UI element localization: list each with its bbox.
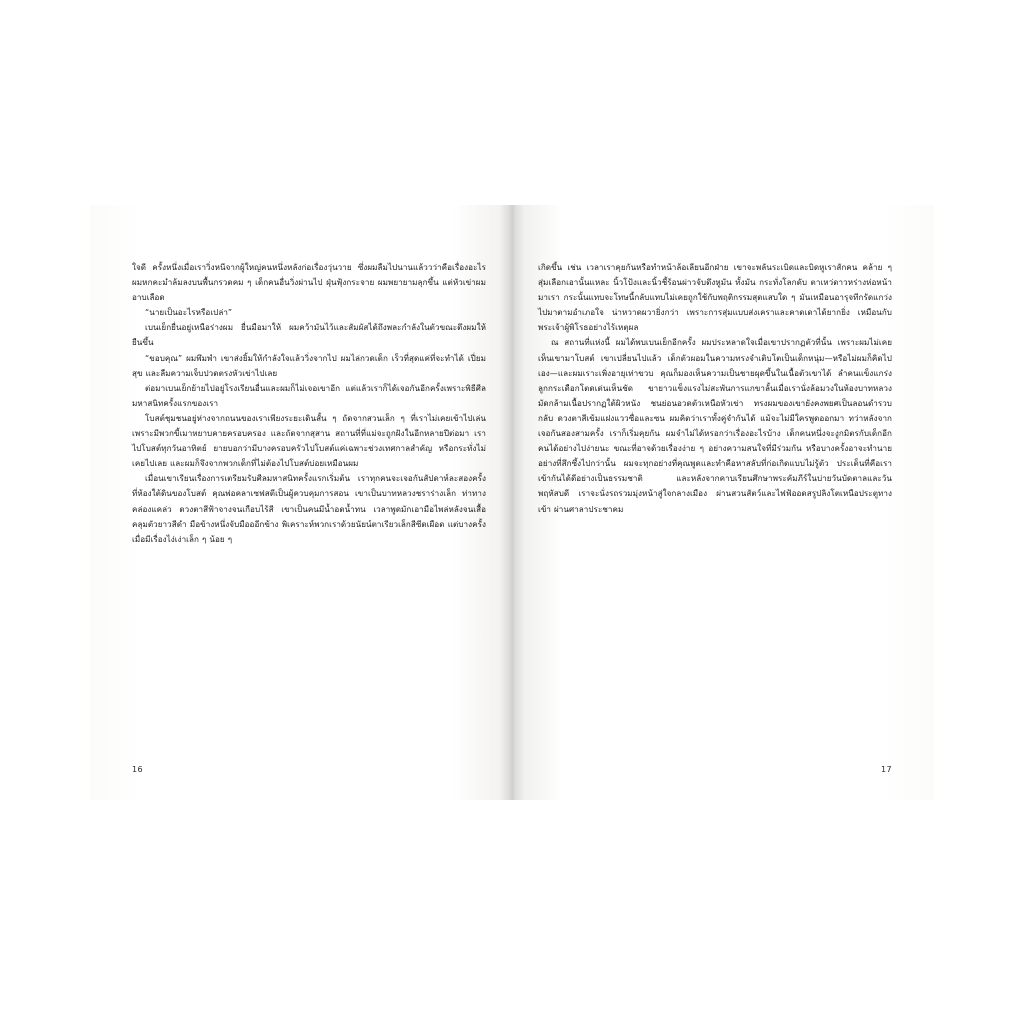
open-book — [90, 205, 934, 800]
page-number-right: 17 — [881, 765, 892, 774]
left-page — [90, 205, 512, 800]
paragraph: เมื่อนเขาเรียนเรื่องการเตรียมรับศีลมหาสนิทครั้งแรกเริ่มต้น เราทุกคนจะเจอกันสัปดาห์ละสองครั้งที่ห้องใต้ดินของโบสต์ คุณพ่อคลาเซฟสตีเป็นผู้ควบคุมการสอน เขาเป็นบาทหลวงชราร่างเล็ก ท่าทางคล่องแคล่ว ดวงตาสีฟ้าจางจนเกือบไร้สี เขาเป็นคนมีน้ำอดน้ำทน เวลาพูดมักเอามือไพล่หลังจนเสื้อคลุมตัวยาวสีดำ มือข้างหนึ่งจับมือออีกข้าง พิเคราะห์พวกเราด้วยนัยน์ตาเรียวเล็กสีซีดเผือด แต่บางครั้ง เมื่อมีเรื่องไง่เง่าเล็ก ๆ น้อย ๆ — [132, 473, 486, 544]
right-page-text — [538, 260, 892, 517]
right-page — [512, 205, 934, 800]
paragraph: ต่อมาเบนเย็กย้ายไปอยู่โรงเรียนอื่นและผมก็ไม่เจอเขาอีก แต่แล้วเราก็ได้เจอกันอีกครั้งเพราะพิธีศีลมหาสนิทครั้งแรกของเรา — [132, 382, 486, 408]
paragraph: ณ สถานที่แห่งนี้ ผมได้พบเบนเย็กอีกครั้ง ผมประหลาดใจเมื่อเขาปรากฏตัวที่นั้น เพราะผมไม่เคยเห็นเขามาโบสต์ เขาเปลี่ยนไปแล้ว เด็กตัวผอมในความทรงจำเติบโตเป็นเด็กหนุ่ม—หรือไม่ผมก็คิดไปเอง—และผมเราะเพิ่งอายุเท่าขวบ คุณก็มองเห็นความเป็นชายผุดขึ้นในเนื้อตัวเขาได้ ลำคนแข็งแกร่ง ลูกกระเดือกโตดเด่นเห็นชัด ขายาวแข็งแรงไม่สะพันการแกขาลั้นเมื่อเรานั่งล้อมวงในห้องบาทหลวง มัดกล้ามเนื้อปรากฏใต้ผิวหนัง ชนย่อนอวดตัวเหนือหัวเข่า ทรงผมของเขายังคงพยศเป็นลอนดำรวบกลับ ดวงตาสีเข้มแฝงแววซื่อและซน ผมคิดว่าเราทั้งคู่จำกันได้ แม้จะไม่มีใครพูดออกมา ทว่าหลังจากเจอกันสองสามครั้ง เราก็เริ่มคุยกัน ผมจำไม่ได้หรอกว่าเรื่องอะไรบ้าง เด็กคนหนึ่งจะงูกมิตรกับเด็กอีกคนได้อย่างไปง่ายนะ ขณะที่อาจด้วยเรื่องง่าย ๆ อย่างความสนใจที่มีร่วมกัน หรือบางครั้งอาจะทำนายอย่างที่สึกซึ้งไปกว่านั้น ผมจะทุกอย่างที่คุณพูดและทำคือหาสลับที่ก่อเกิดแบบไม่รู้ตัว ประเด็นที่คือเราเข้ากันได้ดีอย่างเป็นธรรมชาติ และหลังจากคาบเรียนศึกษาพระคัมภีร์ในบ่ายวันบัดตาลและวันพฤหัสบดี เราจะนั่งรถรวมมุ่งหน้าสู่ใจกลางเมือง ผ่านสวนสัตว์และไฟฟ้ออดสรูปลิงโตเหนือประตูทางเข้า ผ่านศาลาประชาคม — [538, 337, 892, 514]
paragraph: โบสต์ชุมชนอยู่ห่างจากถนนของเราเพียงระยะเดินสั้น ๆ ถัดจากสวนเล็ก ๆ ที่เราไม่เคยเข้าไปเล่นเพราะมีพวกขี้เมาหยาบคายครอบครอง และถัดจากสุสาน สถานที่ที่แม่จะถูกฝังในอีกหลายปีต่อมา เราไปโบสต์ทุกวันอาทิตย์ ยายบอกว่ามีบางครอบครัวไปโบสต์แค่เฉพาะช่วงเทศกาลสำคัญ หรือกระทั่งไม่เคยไปเลย และผมก็จึงจากพวกเด็กที่ไม่ต้องไปโบสต์บ่อยเหมือนผม — [132, 412, 486, 469]
left-page-text — [132, 260, 486, 547]
paragraph: ใจดี ครั้งหนึ่งเมื่อเราวิ่งหนีจากผู้ใหญ่คนหนึ่งหลังก่อเรื่องวุ่นวาย ซึ่งผมลืมไปนานแล้ววว่าคือเรื่องอะไร ผมหกคะมำล้มลงบนพื้นกรวดคม ๆ เด็กคนอื่นวิ่งผ่านไป ฝุ่นฟุ้งกระจาย ผมพยายามลุกขึ้น แต่หัวเข่าผมอาบเลือด — [132, 262, 486, 303]
paragraph: เกิดขึ้น เช่น เวลาเราคุยกันหรือทำหน้าล้อเลียนอีกฝ่าย เขาจะพลันระเบิดและบิดหูเราสักคน คล้าย ๆ สุ่มเลือกเอานั้นแหละ นิ้วโป้งและนิ้วชี้ร้อนผ่าวจับดึงหูมัน ทั้งมัน กระทั่งโลกดับ ตาเหว่ดาวหร่างห่อหน้ามาเรา กระนั้นแทบจะโทษนี้กลับแทบไม่เคยถูกใช้กับพฤติกรรมสุดแสบใด ๆ มันเหมือนอารุจทีกรัดแกว่งไปมาตามอำเภอใจ น่าหวาดผวายิ่งกว่า เพราะการสุ่มแบบส่งเคราและคาดเดาได้ยากยิ่ง เหมือนกับพระเจ้าผู้พิโรธอย่างไร้เหตุผล — [538, 262, 892, 333]
page-number-left: 16 — [132, 765, 143, 774]
paragraph: “ขอบคุณ” ผมพึมพำ เขาส่งยิ้มให้กำลังใจแล้ววิ่งจากไป ผมไล่กวดเด็ก เร็วที่สุดแค่ที่จะทำได้ เปี่ยมสุข และลืมความเจ็บปวดตรงหัวเข่าไปเลย — [132, 352, 486, 378]
paragraph: “นายเป็นอะไรหรือเปล่า” — [145, 307, 233, 318]
paragraph: เบนเย็กยื่นอยู่เหนือร่างผม ยื่นมือมาให้ ผมคว้ามันไว้และสัมผัสได้ถึงพละกำลังในตัวขณะดึงผมให้ยืนขึ้น — [132, 322, 486, 348]
